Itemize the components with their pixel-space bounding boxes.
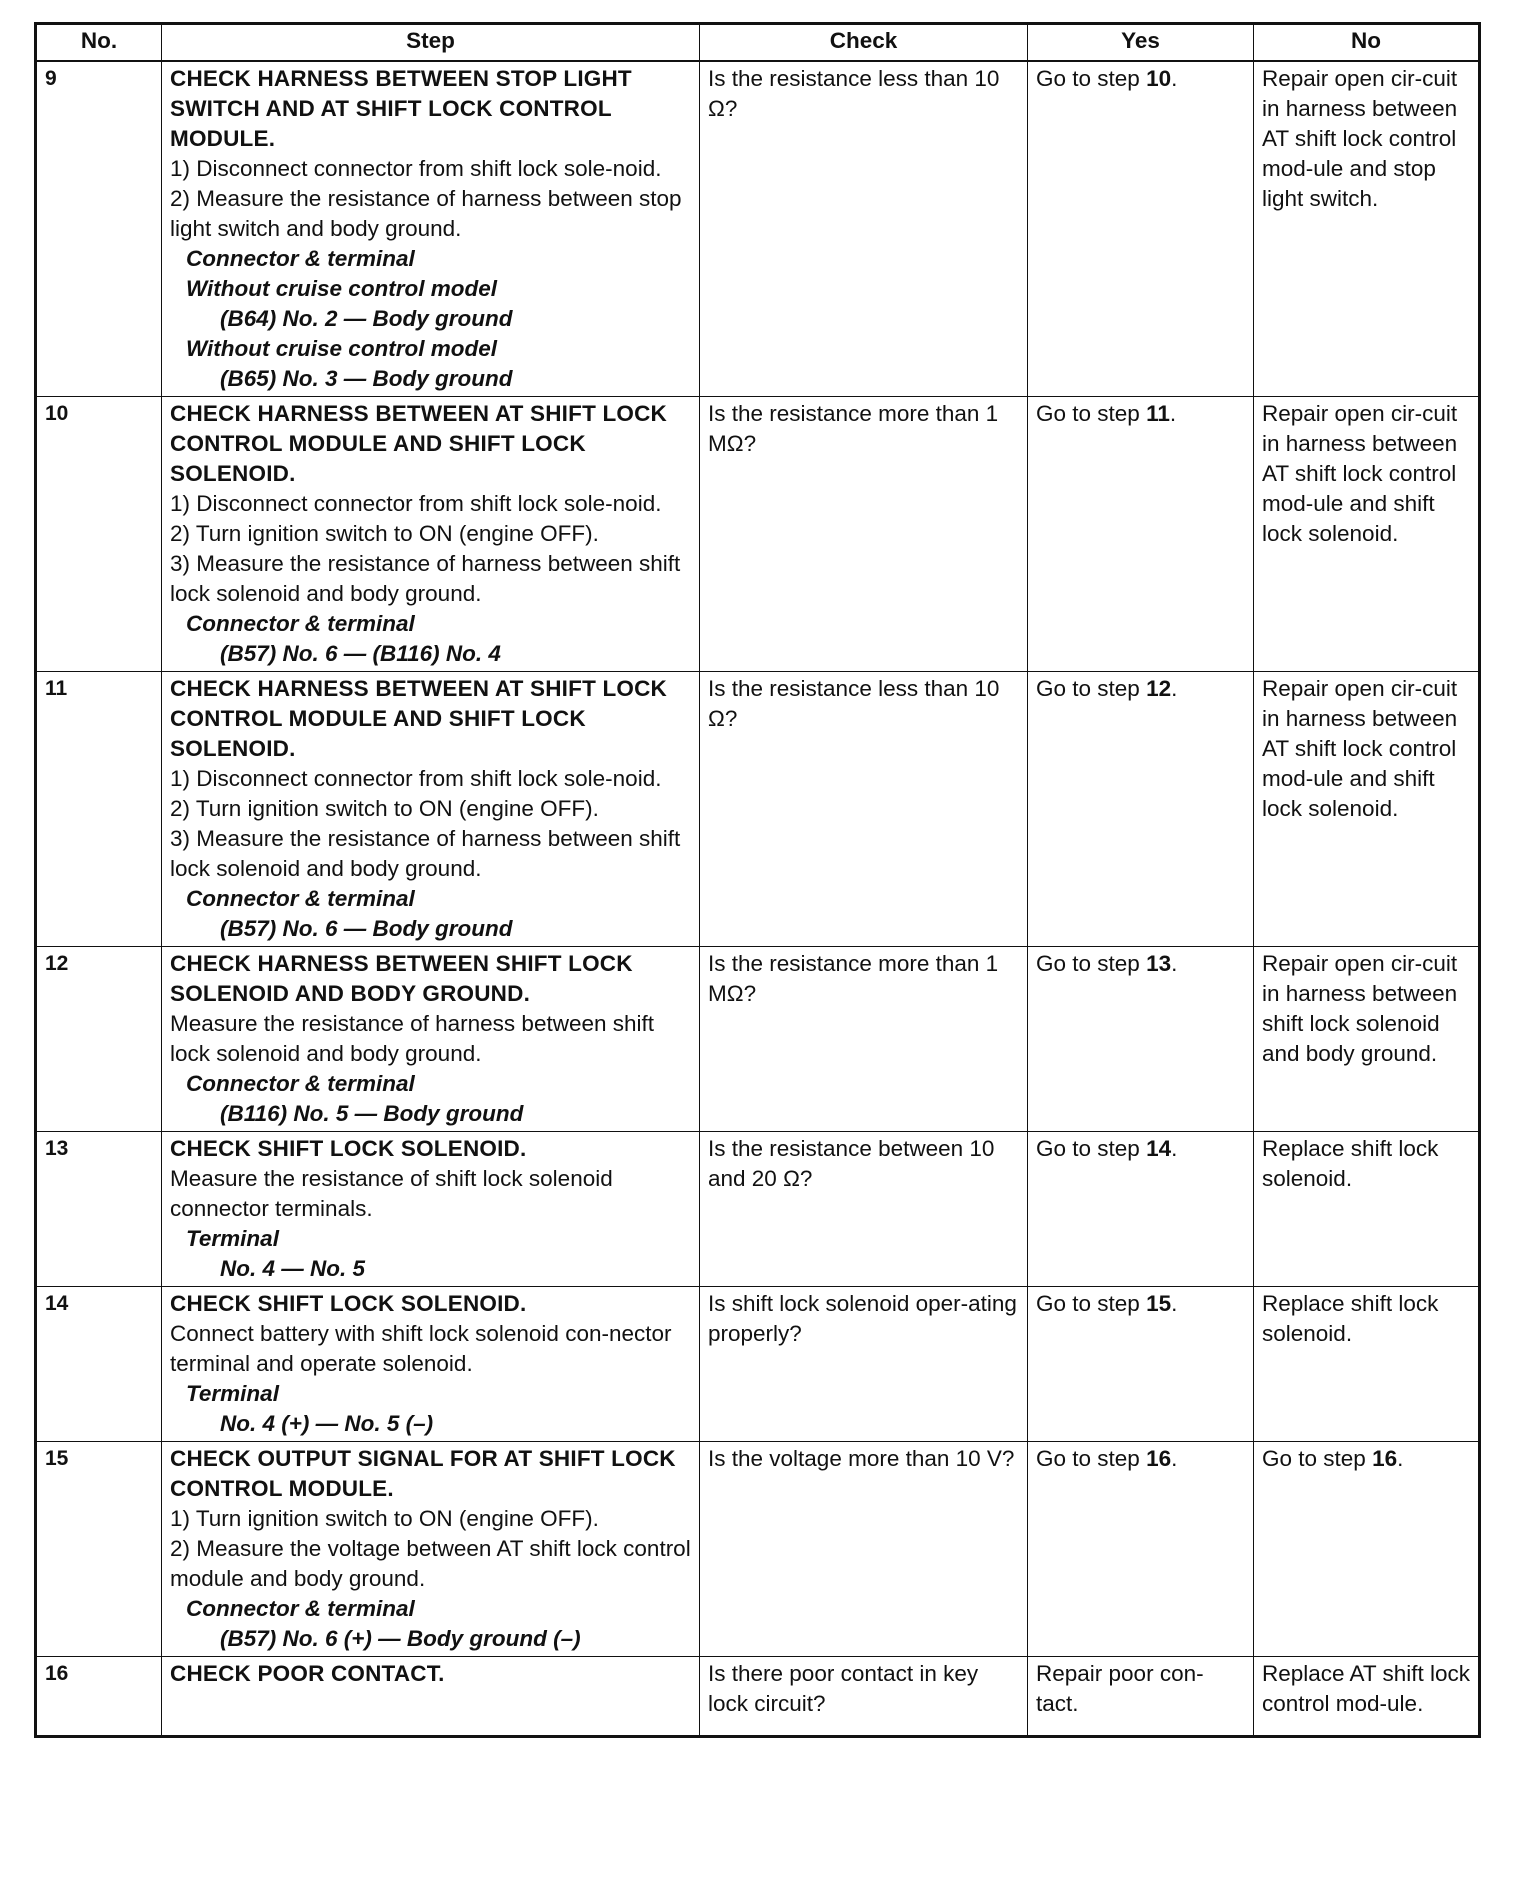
step-instruction: 2) Measure the resistance of harness between stop light switch and body ground. xyxy=(170,186,682,241)
header-yes: Yes xyxy=(1028,24,1254,62)
step-title: CHECK HARNESS BETWEEN STOP LIGHT SWITCH AND AT SHIFT LOCK CONTROL MODULE. xyxy=(170,66,632,151)
no-step-link: 16 xyxy=(1372,1446,1398,1471)
step-number: 11 xyxy=(36,672,162,947)
yes-step-link: 10 xyxy=(1146,66,1172,91)
yes-step-link: 11 xyxy=(1146,401,1170,426)
step-cell xyxy=(162,1442,700,1657)
step-title: CHECK SHIFT LOCK SOLENOID. xyxy=(170,1136,527,1161)
yes-suffix: . xyxy=(1171,951,1178,976)
step-cell xyxy=(162,61,700,397)
yes-action xyxy=(1028,61,1254,397)
table-row xyxy=(36,397,1480,672)
yes-step-link: 12 xyxy=(1146,676,1172,701)
connector-terminal-line: Connector & terminal xyxy=(186,1596,415,1621)
yes-suffix: . xyxy=(1171,66,1178,91)
yes-text: Repair poor con-tact. xyxy=(1036,1661,1204,1716)
no-action xyxy=(1254,672,1480,947)
check-question: Is the resistance less than 10 Ω? xyxy=(700,672,1028,947)
table-row xyxy=(36,1132,1480,1287)
connector-terminal-line: (B65) No. 3 — Body ground xyxy=(220,366,513,391)
table-row xyxy=(36,1287,1480,1442)
no-action xyxy=(1254,947,1480,1132)
step-instruction: 2) Turn ignition switch to ON (engine OFF). xyxy=(170,796,599,821)
step-cell xyxy=(162,1287,700,1442)
no-action xyxy=(1254,1442,1480,1657)
no-action xyxy=(1254,61,1480,397)
connector-terminal-line: Connector & terminal xyxy=(186,886,415,911)
step-cell xyxy=(162,672,700,947)
table-row xyxy=(36,1657,1480,1737)
header-no: No. xyxy=(36,24,162,62)
yes-action xyxy=(1028,672,1254,947)
step-number: 10 xyxy=(36,397,162,672)
step-instruction: 1) Disconnect connector from shift lock sole-noid. xyxy=(170,766,662,791)
check-question: Is shift lock solenoid oper-ating properly? xyxy=(700,1287,1028,1442)
yes-suffix: . xyxy=(1171,1291,1178,1316)
check-question: Is the voltage more than 10 V? xyxy=(700,1442,1028,1657)
no-text: Replace shift lock solenoid. xyxy=(1262,1136,1439,1191)
check-question: Is the resistance more than 1 MΩ? xyxy=(700,947,1028,1132)
connector-terminal-line: (B116) No. 5 — Body ground xyxy=(220,1101,524,1126)
yes-action xyxy=(1028,397,1254,672)
no-text: Repair open cir-cuit in harness between AT shift lock control mod-ule and shift lock solenoid. xyxy=(1262,401,1458,546)
yes-prefix: Go to step xyxy=(1036,1291,1147,1316)
no-text: Replace AT shift lock control mod-ule. xyxy=(1262,1661,1471,1716)
step-title: CHECK HARNESS BETWEEN SHIFT LOCK SOLENOID AND BODY GROUND. xyxy=(170,951,633,1006)
yes-step-link: 16 xyxy=(1146,1446,1172,1471)
connector-terminal-line: (B64) No. 2 — Body ground xyxy=(220,306,513,331)
header-row xyxy=(36,24,1480,62)
step-instruction: 2) Turn ignition switch to ON (engine OFF). xyxy=(170,521,599,546)
step-title: CHECK SHIFT LOCK SOLENOID. xyxy=(170,1291,527,1316)
yes-prefix: Go to step xyxy=(1036,676,1147,701)
yes-prefix: Go to step xyxy=(1036,401,1147,426)
no-text: Repair open cir-cuit in harness between AT shift lock control mod-ule and shift lock solenoid. xyxy=(1262,676,1458,821)
step-title: CHECK HARNESS BETWEEN AT SHIFT LOCK CONTROL MODULE AND SHIFT LOCK SOLENOID. xyxy=(170,676,668,761)
header-check: Check xyxy=(700,24,1028,62)
step-number: 9 xyxy=(36,61,162,397)
step-number: 14 xyxy=(36,1287,162,1442)
diagnostic-table xyxy=(34,22,1481,1738)
step-cell xyxy=(162,397,700,672)
yes-prefix: Go to step xyxy=(1036,66,1147,91)
yes-action xyxy=(1028,1657,1254,1737)
table-row xyxy=(36,1442,1480,1657)
no-prefix: Go to step xyxy=(1262,1446,1373,1471)
connector-terminal-line: Connector & terminal xyxy=(186,611,415,636)
yes-step-link: 14 xyxy=(1146,1136,1172,1161)
check-question: Is the resistance more than 1 MΩ? xyxy=(700,397,1028,672)
table-row xyxy=(36,672,1480,947)
step-number: 15 xyxy=(36,1442,162,1657)
yes-prefix: Go to step xyxy=(1036,951,1147,976)
connector-terminal-line: (B57) No. 6 (+) — Body ground (–) xyxy=(220,1626,581,1651)
connector-terminal-line: Connector & terminal xyxy=(186,1071,415,1096)
connector-terminal-line: (B57) No. 6 — Body ground xyxy=(220,916,513,941)
table-body xyxy=(36,61,1480,1737)
header-no-result: No xyxy=(1254,24,1480,62)
yes-action xyxy=(1028,1287,1254,1442)
no-text: Replace shift lock solenoid. xyxy=(1262,1291,1439,1346)
step-instruction: Measure the resistance of harness between shift lock solenoid and body ground. xyxy=(170,1011,655,1066)
no-action xyxy=(1254,1657,1480,1737)
check-question: Is the resistance less than 10 Ω? xyxy=(700,61,1028,397)
step-title: CHECK HARNESS BETWEEN AT SHIFT LOCK CONTROL MODULE AND SHIFT LOCK SOLENOID. xyxy=(170,401,668,486)
step-title: CHECK POOR CONTACT. xyxy=(170,1661,445,1686)
yes-action xyxy=(1028,947,1254,1132)
step-cell xyxy=(162,947,700,1132)
no-text: Repair open cir-cuit in harness between shift lock solenoid and body ground. xyxy=(1262,951,1458,1066)
yes-step-link: 13 xyxy=(1146,951,1172,976)
no-action xyxy=(1254,397,1480,672)
table-row xyxy=(36,61,1480,397)
connector-terminal-line: Without cruise control model xyxy=(186,336,498,361)
header-step: Step xyxy=(162,24,700,62)
connector-terminal-line: No. 4 — No. 5 xyxy=(220,1256,366,1281)
no-text: Repair open cir-cuit in harness between AT shift lock control mod-ule and stop light switch. xyxy=(1262,66,1458,211)
connector-terminal-line: Terminal xyxy=(186,1381,279,1406)
yes-suffix: . xyxy=(1171,676,1178,701)
step-number: 12 xyxy=(36,947,162,1132)
no-action xyxy=(1254,1287,1480,1442)
yes-action xyxy=(1028,1442,1254,1657)
yes-prefix: Go to step xyxy=(1036,1446,1147,1471)
yes-step-link: 15 xyxy=(1146,1291,1172,1316)
step-cell xyxy=(162,1657,700,1737)
no-action xyxy=(1254,1132,1480,1287)
step-cell xyxy=(162,1132,700,1287)
table-row xyxy=(36,947,1480,1132)
step-instruction: 3) Measure the resistance of harness between shift lock solenoid and body ground. xyxy=(170,551,681,606)
connector-terminal-line: Terminal xyxy=(186,1226,279,1251)
step-title: CHECK OUTPUT SIGNAL FOR AT SHIFT LOCK CONTROL MODULE. xyxy=(170,1446,676,1501)
yes-action xyxy=(1028,1132,1254,1287)
no-suffix: . xyxy=(1397,1446,1404,1471)
step-instruction: Measure the resistance of shift lock solenoid connector terminals. xyxy=(170,1166,613,1221)
step-instruction: Connect battery with shift lock solenoid con-nector terminal and operate solenoid. xyxy=(170,1321,672,1376)
step-instruction: 1) Disconnect connector from shift lock sole-noid. xyxy=(170,156,662,181)
connector-terminal-line: Without cruise control model xyxy=(186,276,498,301)
yes-prefix: Go to step xyxy=(1036,1136,1147,1161)
step-number: 16 xyxy=(36,1657,162,1737)
step-instruction: 1) Turn ignition switch to ON (engine OFF). xyxy=(170,1506,599,1531)
step-number: 13 xyxy=(36,1132,162,1287)
yes-suffix: . xyxy=(1171,1136,1178,1161)
step-instruction: 2) Measure the voltage between AT shift lock control module and body ground. xyxy=(170,1536,691,1591)
yes-suffix: . xyxy=(1169,401,1177,426)
connector-terminal-line: No. 4 (+) — No. 5 (–) xyxy=(220,1411,434,1436)
connector-terminal-line: (B57) No. 6 — (B116) No. 4 xyxy=(220,641,501,666)
check-question: Is the resistance between 10 and 20 Ω? xyxy=(700,1132,1028,1287)
yes-suffix: . xyxy=(1171,1446,1178,1471)
connector-terminal-line: Connector & terminal xyxy=(186,246,415,271)
check-question: Is there poor contact in key lock circuit? xyxy=(700,1657,1028,1737)
step-instruction: 3) Measure the resistance of harness between shift lock solenoid and body ground. xyxy=(170,826,681,881)
step-instruction: 1) Disconnect connector from shift lock sole-noid. xyxy=(170,491,662,516)
